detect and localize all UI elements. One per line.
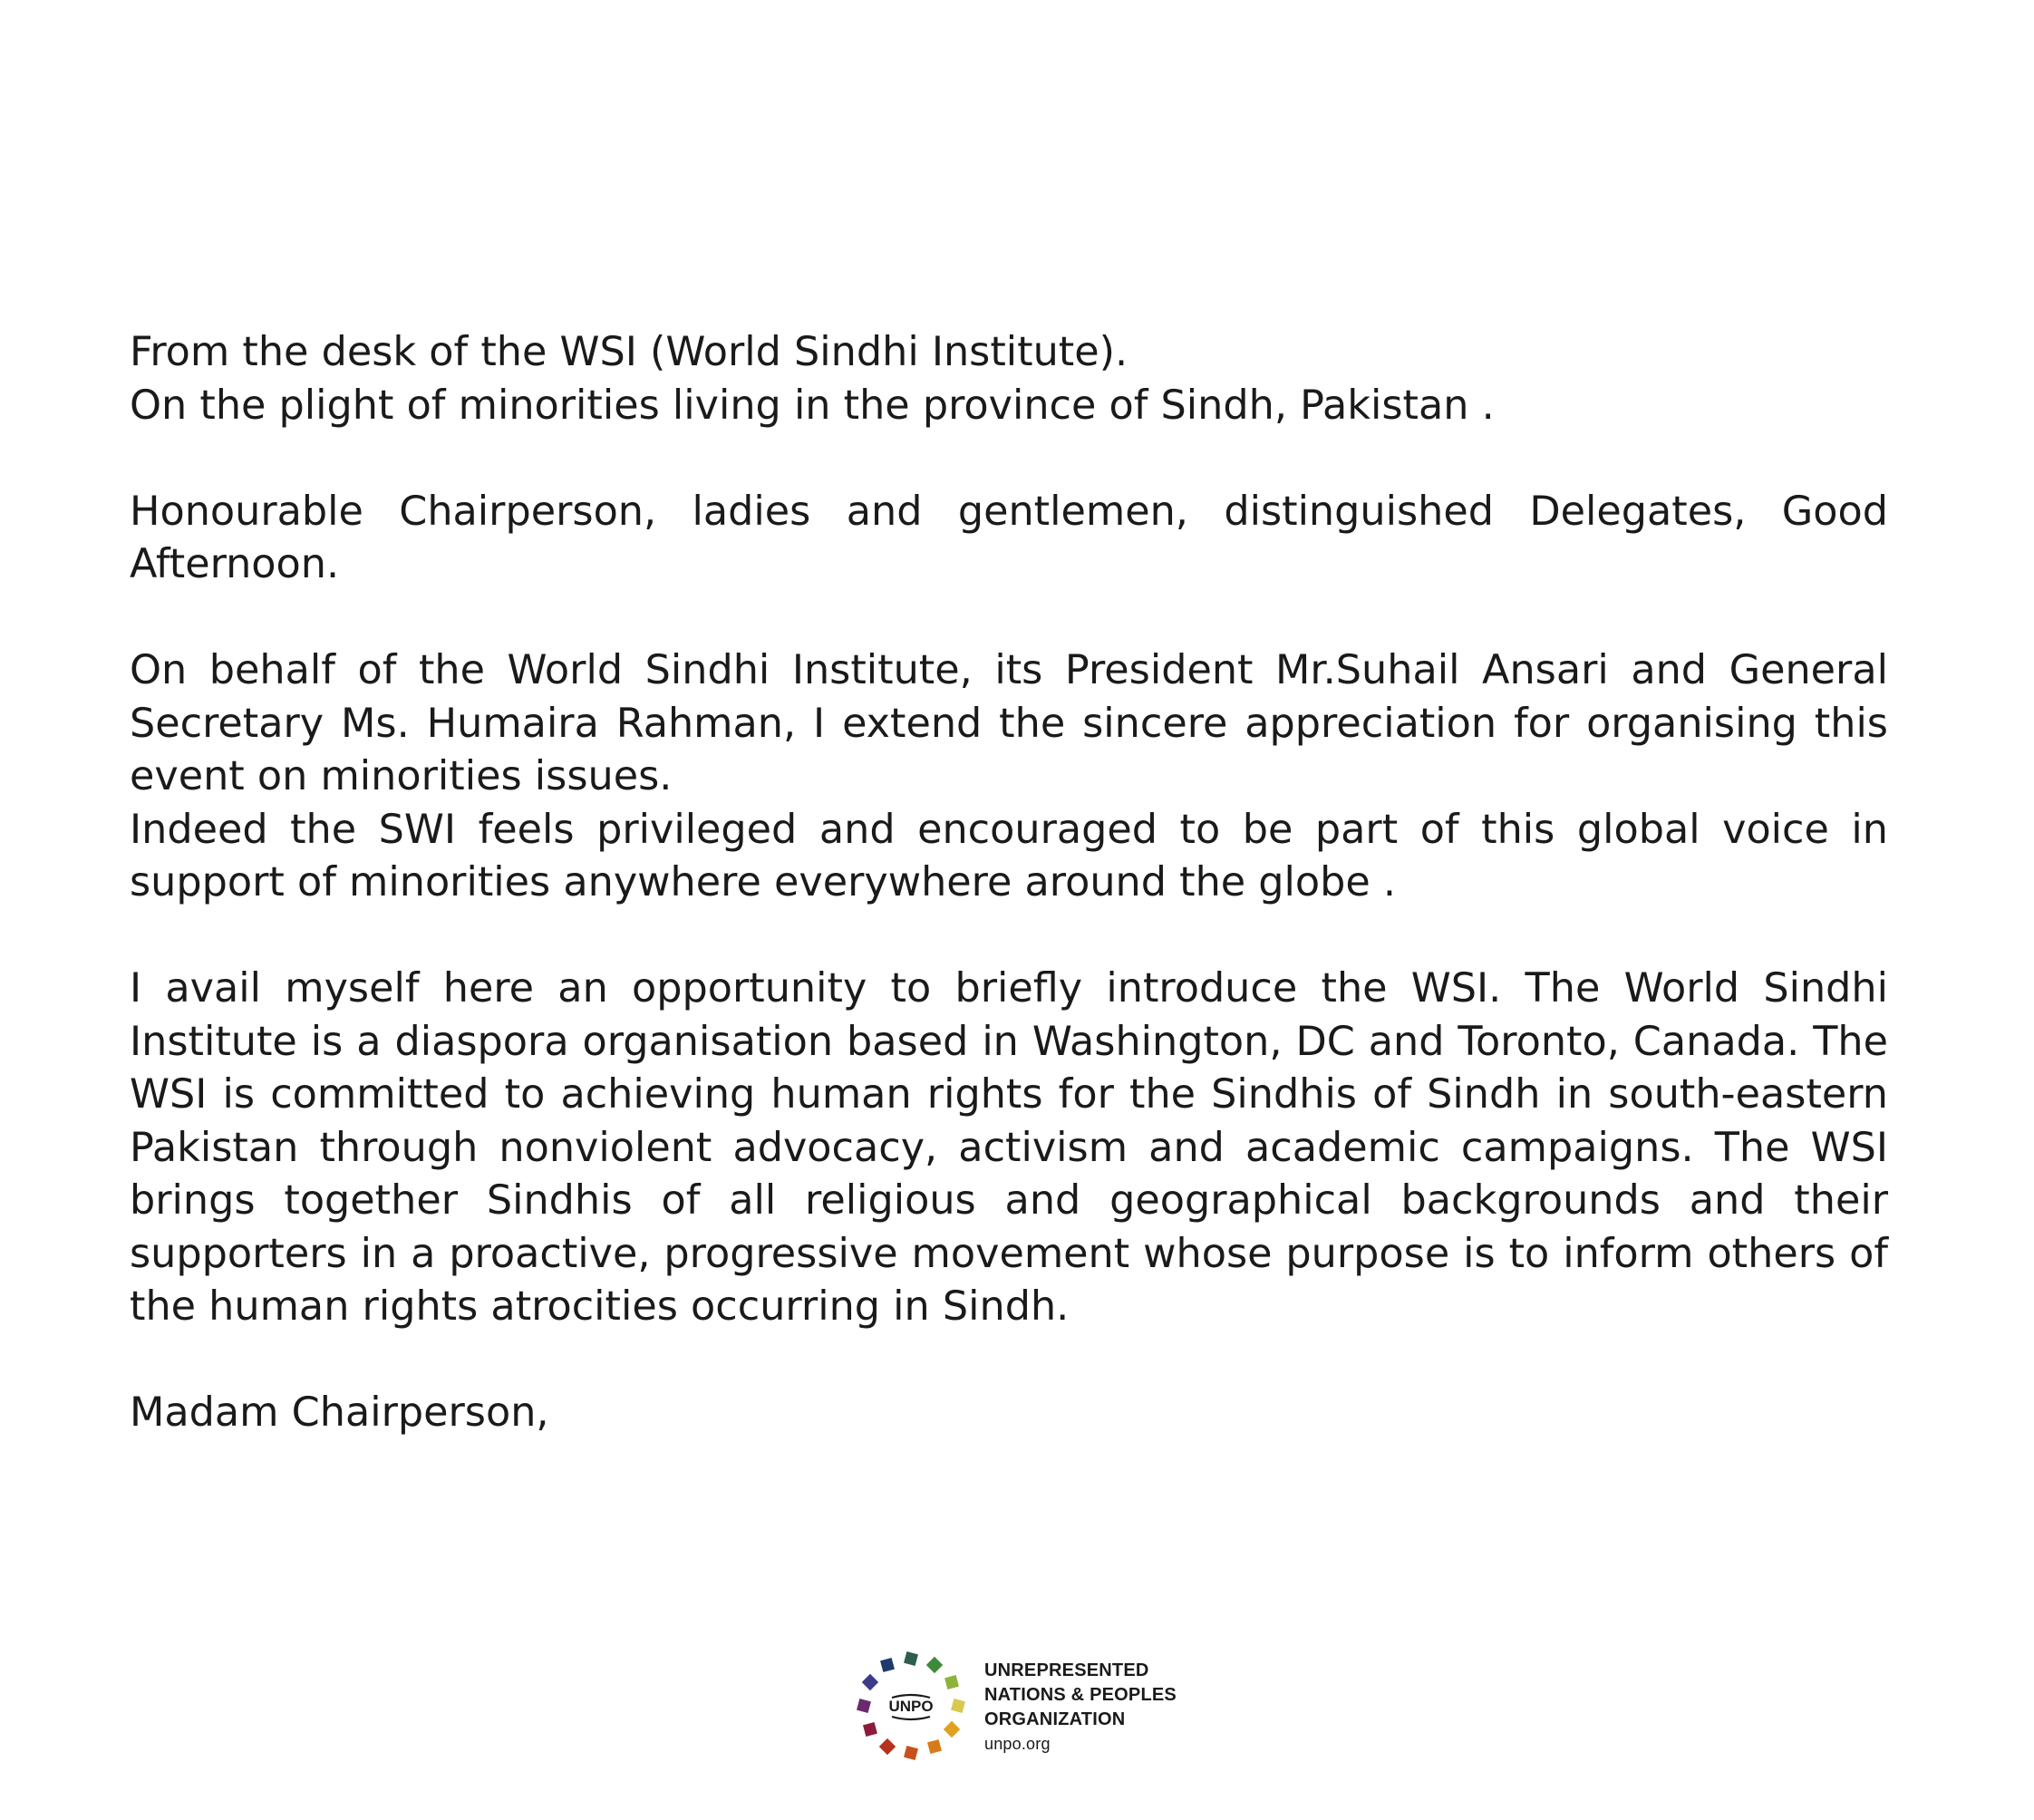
logo-url: unpo.org [984, 1735, 1051, 1753]
logo-ring-tile [857, 1699, 871, 1713]
unpo-logo [852, 1642, 1215, 1778]
letter-heading-line2: On the plight of minorities living in the province of Sindh, Pakistan . [130, 382, 1495, 429]
letter-salutation: Madam Chairperson, [130, 1389, 549, 1436]
paragraph-behalf: On behalf of the World Sindhi Institute, its President Mr.Suhail Ansari and General Secretary Ms. Humaira Rahman, I extend the sincere appreciation for organising this event on minorities issues. [130, 647, 1888, 799]
logo-line2: NATIONS & PEOPLES [984, 1685, 1177, 1705]
logo-ring-tile [880, 1658, 895, 1672]
letter-heading-line1: From the desk of the WSI (World Sindhi Institute). [130, 329, 1128, 375]
logo-ring-tile [927, 1739, 942, 1754]
letter-greeting: Honourable Chairperson, ladies and gentlemen, distinguished Delegates, Good Afternoon. [130, 488, 1888, 587]
unpo-emblem-icon [852, 1647, 970, 1765]
logo-wordmark [984, 1659, 1177, 1756]
logo-ring-tile [904, 1651, 918, 1666]
logo-ring-tile [863, 1722, 877, 1737]
logo-line1: UNREPRESENTED [984, 1660, 1149, 1680]
logo-ring-tile [951, 1699, 965, 1713]
logo-ring-tile [944, 1675, 959, 1689]
paragraph-privileged: Indeed the SWI feels privileged and encouraged to be part of this global voice in support of minorities anywhere everywhere around the globe . [130, 806, 1888, 905]
paragraph-introduction: I avail myself here an opportunity to briefly introduce the WSI. The World Sindhi Institute is a diaspora organisation based in Washington, DC and Toronto, Canada. The WSI is committed to achieving human rights for the Sindhis of Sindh in south-eastern Pakistan through nonviolent advocacy, activism and academic campaigns. The WSI brings together Sindhis of all religious and geographical backgrounds and their supporters in a proactive, progressive movement whose purpose is to inform others of the human rights atrocities occurring in Sindh. [130, 965, 1888, 1330]
logo-ring-tile [879, 1738, 896, 1755]
logo-ring-tile [862, 1674, 878, 1690]
logo-ring-tile [944, 1721, 960, 1738]
letter-body [130, 326, 1888, 1440]
logo-ring-tile [904, 1746, 918, 1760]
logo-ring-tile [926, 1657, 943, 1673]
logo-abbrev: UNPO [888, 1698, 934, 1715]
logo-line3: ORGANIZATION [984, 1709, 1126, 1729]
